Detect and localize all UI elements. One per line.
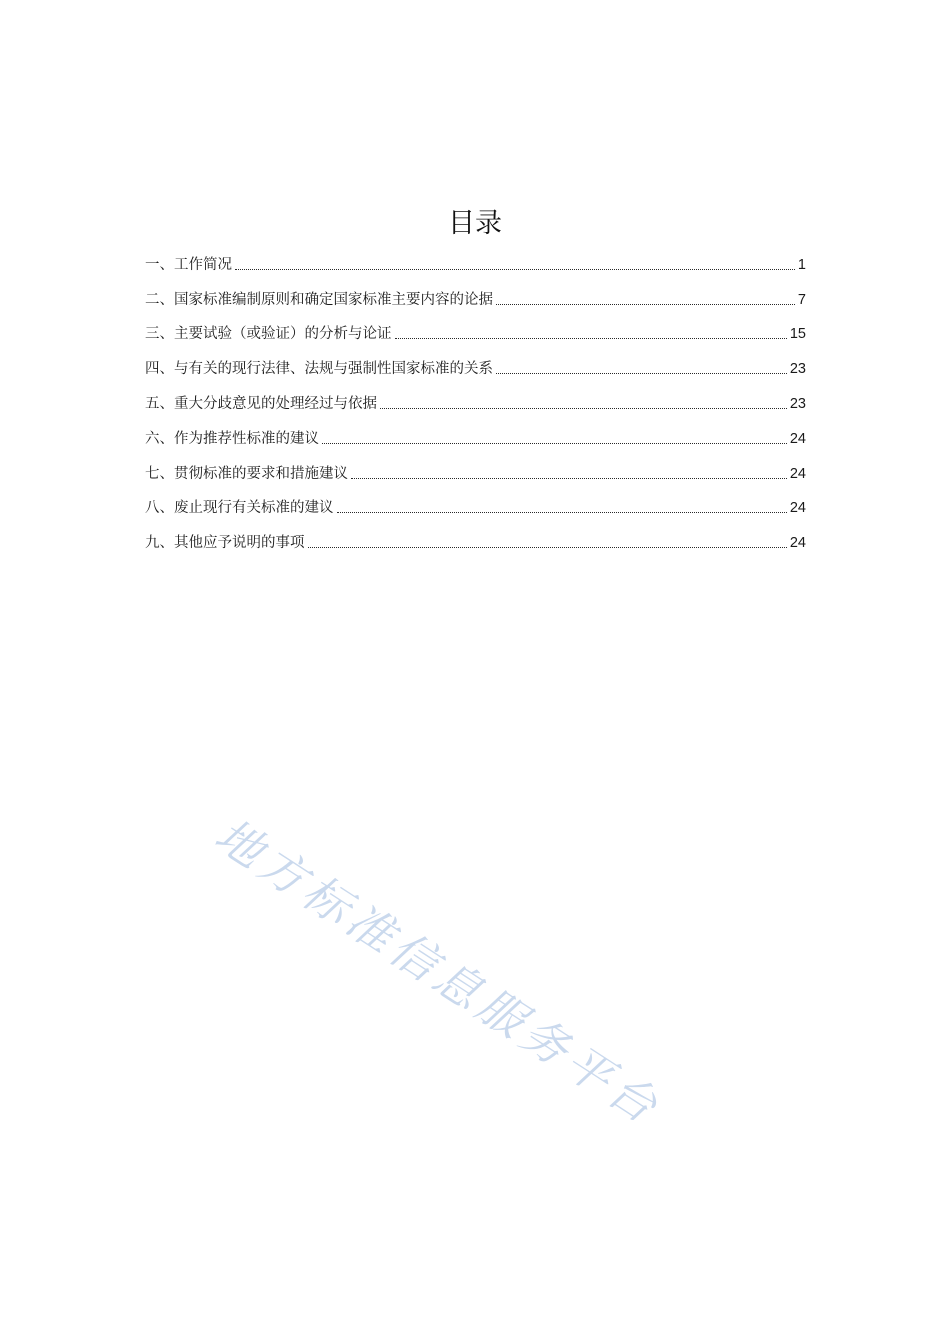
toc-dot-leader [380,408,787,409]
toc-entry[interactable] [145,344,806,379]
toc-entry-page-number: 24 [789,465,806,482]
toc-entry[interactable] [145,414,806,449]
toc-dot-leader [496,373,787,374]
toc-entry-label: 六、作为推荐性标准的建议 [145,430,319,447]
toc-dot-leader [337,512,787,513]
toc-entry[interactable] [145,310,806,345]
toc-entry[interactable] [145,275,806,310]
toc-dot-leader [322,443,787,444]
toc-entry[interactable] [145,379,806,414]
toc-entry-page-number: 24 [789,535,806,552]
toc-entry-label: 九、其他应予说明的事项 [145,535,305,552]
toc-entry-page-number: 24 [789,500,806,517]
toc-dot-leader [395,338,787,339]
toc-entry[interactable] [145,449,806,484]
toc-entry[interactable] [145,518,806,553]
toc-entry[interactable] [145,240,806,275]
toc-entry-page-number: 24 [789,430,806,447]
toc-dot-leader [351,478,787,479]
toc-entry-page-number: 1 [797,256,806,273]
toc-entry-page-number: 23 [789,395,806,412]
toc-entry-page-number: 23 [789,361,806,378]
toc-entry-page-number: 15 [789,326,806,343]
toc-entry-label: 一、工作简况 [145,256,232,273]
toc-entry-label: 七、贯彻标准的要求和措施建议 [145,465,348,482]
toc-entry-label: 五、重大分歧意见的处理经过与依据 [145,395,377,412]
toc-entry-label: 二、国家标准编制原则和确定国家标准主要内容的论据 [145,291,493,308]
toc-dot-leader [235,269,795,270]
table-of-contents [145,240,806,553]
toc-dot-leader [308,547,787,548]
toc-entry-label: 三、主要试验（或验证）的分析与论证 [145,326,392,343]
toc-entry-label: 四、与有关的现行法律、法规与强制性国家标准的关系 [145,361,493,378]
toc-dot-leader [496,304,795,305]
watermark-text: 地方标准信息服务平台 [205,807,672,1137]
toc-title: 目录 [448,208,502,239]
toc-entry-page-number: 7 [797,291,806,308]
toc-entry[interactable] [145,484,806,519]
toc-entry-label: 八、废止现行有关标准的建议 [145,500,334,517]
